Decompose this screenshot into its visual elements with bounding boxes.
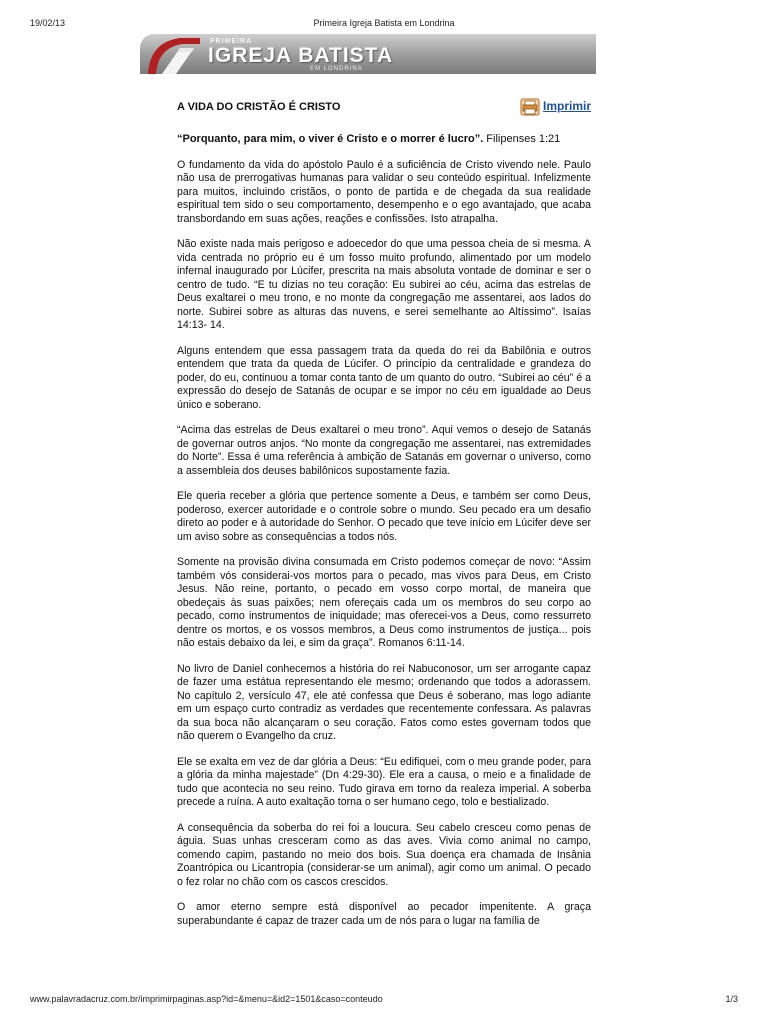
- article-paragraph: Somente na provisão divina consumada em Cristo podemos começar de novo: “Assim também vós considerai-vos mortos para o pecado, mas vivos para Deus, em Cristo Jesus. Não reine, portanto, o pecado em vosso corpo mortal, de maneira que obedeçais às suas paixões; nem ofereçais cada um os membros do seu corpo ao pecado, como instrumentos de iniquidade; mas oferecei-vos a Deus, como ressurreto dentre os mortos, e os vossos membros, a Deus como instrumentos de justiça... pois não estais debaixo da lei, e sim da graça”. Romanos 6:11-14.: [177, 556, 591, 649]
- page-number: 1/3: [725, 994, 738, 1004]
- article-title: A VIDA DO CRISTÃO É CRISTO: [177, 101, 341, 113]
- article-paragraph: O amor eterno sempre está disponível ao pecador impenitente. A graça superabundante é capaz de trazer cada um de nós para o lugar na família de: [177, 901, 591, 927]
- print-date: 19/02/13: [30, 18, 66, 28]
- article-title-row: [177, 96, 591, 120]
- print-url: www.palavradacruz.com.br/imprimirpaginas.asp?id=&menu=&id2=1501&caso=conteudo: [30, 994, 383, 1004]
- print-label: Imprimir: [542, 99, 591, 114]
- church-banner: [140, 34, 596, 74]
- printer-icon: [520, 98, 540, 116]
- article-paragraph: O fundamento da vida do apóstolo Paulo é a suficiência de Cristo vivendo nele. Paulo não usa de prerrogativas humanas para validar o seu conteúdo espiritual. Infelizmente para muitos, incluindo cristãos, o ponto de partida e de chegada da sua realidade espiritual tem sido o seu comportamento, desempenho e o ego avantajado, que acaba transbordando em suas ações, reações e confissões. Isto atrapalha.: [177, 158, 591, 225]
- banner-city: EM LONDRINA: [310, 66, 363, 72]
- article-paragraph: “Acima das estrelas de Deus exaltarei o meu trono”. Aqui vemos o desejo de Satanás de governar outros anjos. “No monte da congregação me assentarei, nas extremidades do Norte”. Essa é uma referência à ambição de Satanás em governar o universo, como a assembleia dos deuses babilônicos supostamente fazia.: [177, 424, 591, 477]
- opening-verse: [177, 133, 591, 147]
- article: [177, 96, 591, 928]
- article-paragraph: Ele queria receber a glória que pertence somente a Deus, e também ser como Deus, poderoso, exercer autoridade e o controle sobre o mundo. Seu pecado era um desafio direto ao poder e à autoridade do Senhor. O pecado que teve início em Lúcifer deve ser um aviso sobre as consequências a todos nós.: [177, 490, 591, 543]
- article-paragraph: Não existe nada mais perigoso e adoecedor do que uma pessoa cheia de si mesma. A vida centrada no próprio eu é um fosso muito profundo, alimentado por um modelo infernal inaugurado por Lúcifer, prescrita na mais absoluta vontade de dominar e ser o centro de tudo. “E tu dizias no teu coração: Eu subirei ao céu, acima das estrelas de Deus exaltarei o meu trono, e no monte da congregação me assentarei, aos lados do norte. Subirei sobre as alturas das nuvens, e serei semelhante ao Altíssimo”. Isaías 14:13- 14.: [177, 238, 591, 331]
- church-logo-icon: [140, 34, 200, 74]
- article-paragraph: Alguns entendem que essa passagem trata da queda do rei da Babilônia e outros entendem que trata da queda de Lúcifer. O princípio da centralidade e grandeza do poder, do eu, continuou a tomar conta tanto de um quanto do outro. “Subirei ao céu” é a expressão do desejo de Satanás de ocupar e se impor no céu em igualdade ao Deus único e soberano.: [177, 344, 591, 411]
- article-paragraph: Ele se exalta em vez de dar glória a Deus: “Eu edifiquei, com o meu grande poder, para a glória da minha majestade” (Dn 4:29-30). Ele era a causa, o meio e a finalidade de tudo que acontecia no seu reino. Tudo girava em torno da realeza imperial. A soberba precede a ruína. A auto exaltação torna o ser humano cego, tolo e bestializado.: [177, 755, 591, 808]
- banner-small-text: PRIMEIRA: [210, 38, 253, 45]
- print-page-title: Primeira Igreja Batista em Londrina: [313, 18, 455, 28]
- article-paragraph: A consequência da soberba do rei foi a loucura. Seu cabelo cresceu como penas de águia. Suas unhas cresceram como as das aves. Vivia como animal no campo, comendo capim, pastando no meio dos bois. Sua doença era chamada de Insânia Zoantrópica ou Licantropia (considerar-se um animal), agir como um animal. O pecado o fez rolar no chão com os cascos crescidos.: [177, 821, 591, 888]
- verse-quote: “Porquanto, para mim, o viver é Cristo e o morrer é lucro”.: [177, 133, 484, 145]
- print-header: [30, 18, 738, 32]
- article-paragraph: No livro de Daniel conhecemos a história do rei Nabuconosor, um ser arrogante capaz de fazer uma estátua representando ele mesmo; ordenando que todos a adorassem. No capítulo 2, versículo 47, ele até confessa que Deus é soberano, mas logo adiante em um espaço curto contradiz as verdades que recentemente confessara. As palavras da sua boca não alcançaram o seu coração. Fatos como estes governam todos que não querem o Evangelho da cruz.: [177, 662, 591, 742]
- print-button[interactable]: [520, 96, 591, 118]
- banner-church-name: IGREJA BATISTA: [208, 44, 394, 67]
- verse-reference: Filipenses 1:21: [483, 133, 561, 145]
